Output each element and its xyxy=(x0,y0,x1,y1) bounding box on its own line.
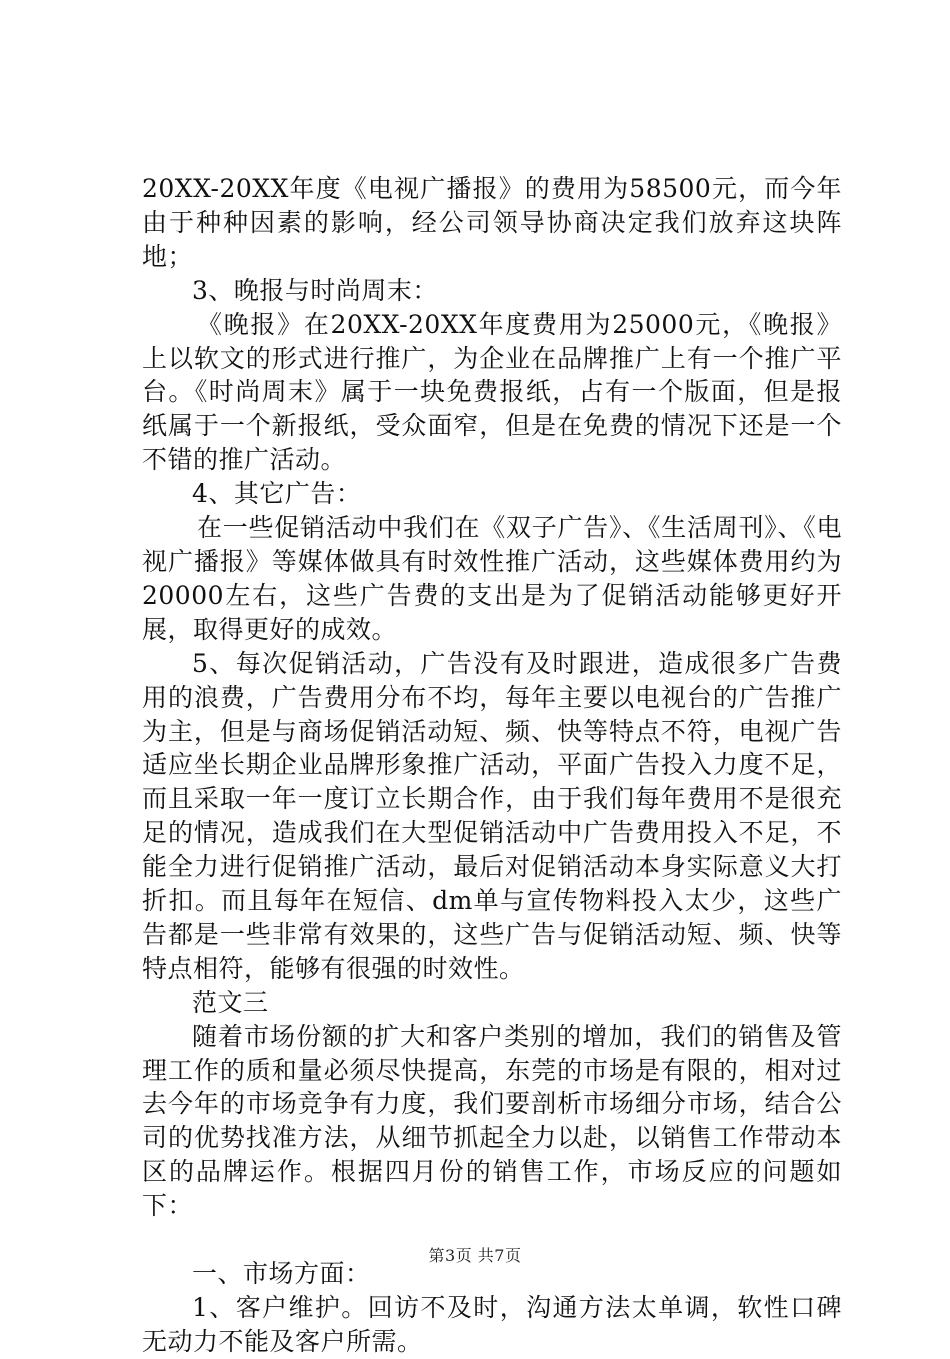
paragraph-market-intro: 随着市场份额的扩大和客户类别的增加，我们的销售及管理工作的质和量必须尽快提高，东莞的市场是有限的，相对过去今年的市场竞争有力度，我们要剖析市场细分市场，结合公司的优势找准方法，从细节抓起全力以赴，以销售工作带动本区的品牌运作。根据四月份的销售工作，市场反应的问题如下： xyxy=(142,1021,842,1221)
heading-other-ads: 4、其它广告： xyxy=(192,479,362,509)
heading-evening-paper: 3、晚报与时尚周末： xyxy=(192,275,438,305)
page-number-footer: 第3页 共7页 xyxy=(428,1246,522,1265)
paragraph-customer-maintenance: 1、客户维护。回访不及时，沟通方法太单调，软性口碑无动力不能及客户所需。 xyxy=(142,1293,842,1356)
paragraph-tv-broadcast-cost: 20XX-20XX年度《电视广播报》的费用为58500元，而今年由于种种因素的影响，经公司领导协商决定我们放弃这块阵地； xyxy=(142,174,842,271)
paragraph-other-ads: 在一些促销活动中我们在《双子广告》、《生活周刊》、《电视广播报》等媒体做具有时效性推广活动，这些媒体费用约为20000左右，这些广告费的支出是为了促销活动能够更好开展，取得更好的成效。 xyxy=(142,513,842,644)
heading-market-section: 一、市场方面： xyxy=(192,1259,371,1289)
heading-sample-three: 范文三 xyxy=(192,987,269,1017)
paragraph-evening-paper: 《晚报》在20XX-20XX年度费用为25000元，《晚报》上以软文的形式进行推广，为企业在品牌推广上有一个推广平台。《时尚周末》属于一块免费报纸，占有一个版面，但是报纸属于一个新报纸，受众面窄，但是在免费的情况下还是一个不错的推广活动。 xyxy=(142,309,842,475)
paragraph-promotion-issues: 5、每次促销活动，广告没有及时跟进，造成很多广告费用的浪费，广告费用分布不均，每年主要以电视台的广告推广为主，但是与商场促销活动短、频、快等特点不符，电视广告适应坐长期企业品牌形象推广活动，平面广告投入力度不足，而且采取一年一度订立长期合作，由于我们每年费用不是很充足的情况，造成我们在大型促销活动中广告费用投入不足，不能全力进行促销推广活动，最后对促销活动本身实际意义大打折扣。而且每年在短信、dm单与宣传物料投入太少，这些广告都是一些非常有效果的，这些广告与促销活动短、频、快等特点相符，能够有很强的时效性。 xyxy=(142,648,842,983)
document-body xyxy=(142,172,842,1359)
